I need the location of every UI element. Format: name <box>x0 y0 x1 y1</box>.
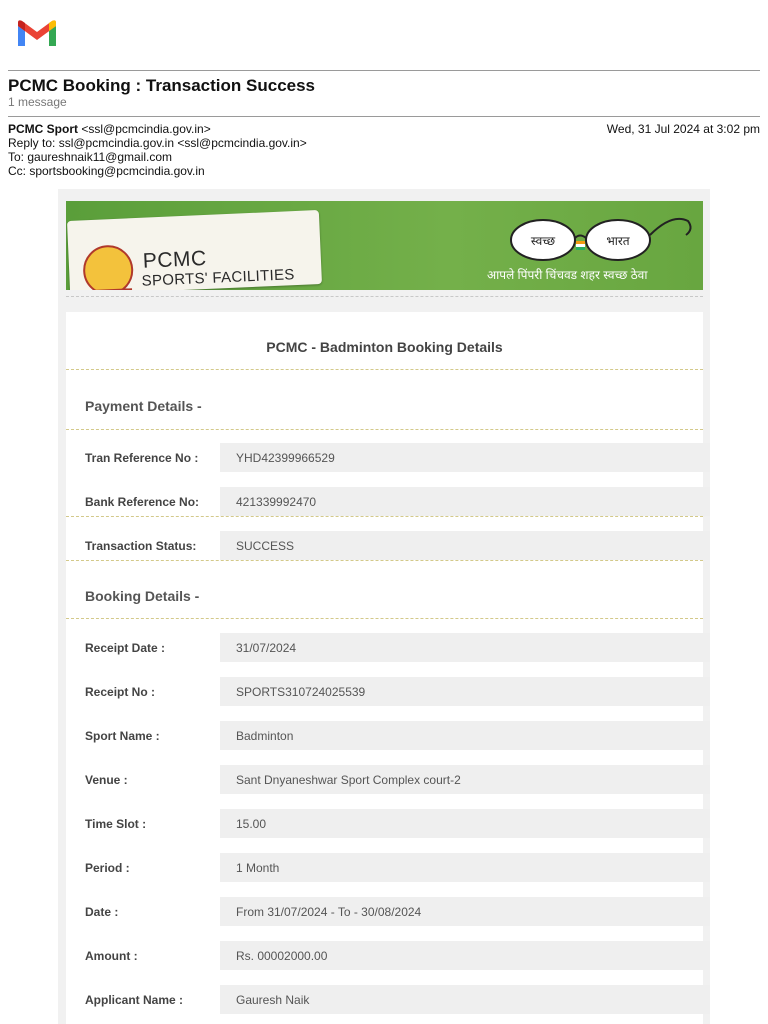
detail-value: From 31/07/2024 - To - 30/08/2024 <box>236 905 422 919</box>
detail-value-box <box>220 531 710 560</box>
detail-value: 421339992470 <box>236 495 317 509</box>
detail-row-applicant-name <box>66 985 710 1014</box>
payment-details-heading: Payment Details - <box>85 398 202 414</box>
sender-address[interactable]: <ssl@pcmcindia.gov.in> <box>81 122 211 136</box>
detail-row-date <box>66 897 710 926</box>
detail-value-box <box>220 853 710 882</box>
swachh-left-text: स्वच्छ <box>530 234 556 248</box>
divider <box>66 429 703 430</box>
sender-name[interactable]: PCMC Sport <box>8 122 78 136</box>
to-recipient: To: gaureshnaik11@gmail.com <box>8 150 173 164</box>
detail-value-box <box>220 721 710 750</box>
message-count: 1 message <box>8 95 67 109</box>
detail-row-tran-reference <box>66 443 710 472</box>
email-subject: PCMC Booking : Transaction Success <box>8 76 316 95</box>
detail-value-box <box>220 941 710 970</box>
detail-value: 1 Month <box>236 861 280 875</box>
swachh-bharat-glasses-icon <box>504 209 694 265</box>
detail-value: YHD42399966529 <box>236 451 335 465</box>
detail-value-box <box>220 677 710 706</box>
detail-label: Amount : <box>85 949 138 963</box>
sports-facilities-badge <box>67 210 322 290</box>
gmail-m-logo-icon[interactable] <box>16 18 58 48</box>
detail-label: Sport Name : <box>85 729 160 743</box>
detail-value: Gauresh Naik <box>236 993 310 1007</box>
email-body-card <box>58 189 710 1024</box>
detail-value-box <box>220 985 710 1014</box>
detail-label: Venue : <box>85 773 128 787</box>
divider <box>66 516 703 517</box>
detail-row-time-slot <box>66 809 710 838</box>
email-date: Wed, 31 Jul 2024 at 3:02 pm <box>606 122 760 136</box>
detail-value-box <box>220 487 710 516</box>
detail-row-amount <box>66 941 710 970</box>
swachh-right-text: भारत <box>606 234 630 248</box>
detail-value-box <box>220 765 710 794</box>
reply-to: Reply to: ssl@pcmcindia.gov.in <ssl@pcmcindia.gov.in> <box>8 136 307 150</box>
detail-label: Date : <box>85 905 119 919</box>
detail-value: Badminton <box>236 729 294 743</box>
detail-row-receipt-no <box>66 677 710 706</box>
detail-value: Rs. 00002000.00 <box>236 949 328 963</box>
detail-value-box <box>220 443 710 472</box>
detail-row-bank-reference <box>66 487 710 516</box>
divider <box>66 369 703 370</box>
cc-recipient: Cc: sportsbooking@pcmcindia.gov.in <box>8 164 205 178</box>
detail-label: Receipt No : <box>85 685 156 699</box>
detail-row-sport-name <box>66 721 710 750</box>
detail-row-period <box>66 853 710 882</box>
detail-value-box <box>220 897 710 926</box>
detail-label: Bank Reference No: <box>85 495 200 509</box>
detail-label: Transaction Status: <box>85 539 197 553</box>
detail-value: Sant Dnyaneshwar Sport Complex court-2 <box>236 773 461 787</box>
detail-value-box <box>220 633 710 662</box>
divider <box>66 560 703 561</box>
banner-title: PCMC <box>142 246 208 273</box>
detail-value: 15.00 <box>236 817 267 831</box>
detail-value: SPORTS310724025539 <box>236 685 366 699</box>
booking-details-panel <box>66 312 703 1024</box>
detail-label: Receipt Date : <box>85 641 166 655</box>
detail-label: Applicant Name : <box>85 993 184 1007</box>
email-header <box>8 122 307 178</box>
detail-value: SUCCESS <box>236 539 295 553</box>
banner-divider <box>66 296 703 297</box>
detail-label: Period : <box>85 861 130 875</box>
divider <box>66 618 703 619</box>
detail-row-venue <box>66 765 710 794</box>
details-title: PCMC - Badminton Booking Details <box>266 339 503 355</box>
detail-label: Tran Reference No : <box>85 451 199 465</box>
detail-row-receipt-date <box>66 633 710 662</box>
banner-tagline: आपले पिंपरी चिंचवड शहर स्वच्छ ठेवा <box>487 268 648 282</box>
header-divider <box>8 70 760 71</box>
pcmc-emblem-icon <box>82 244 134 290</box>
detail-value-box <box>220 809 710 838</box>
detail-value: 31/07/2024 <box>236 641 297 655</box>
detail-label: Time Slot : <box>85 817 147 831</box>
detail-row-transaction-status <box>66 531 710 560</box>
subject-divider <box>8 116 760 117</box>
booking-details-heading: Booking Details - <box>85 588 200 604</box>
pcmc-banner <box>66 201 703 290</box>
banner-subtitle: SPORTS' FACILITIES <box>141 266 295 290</box>
